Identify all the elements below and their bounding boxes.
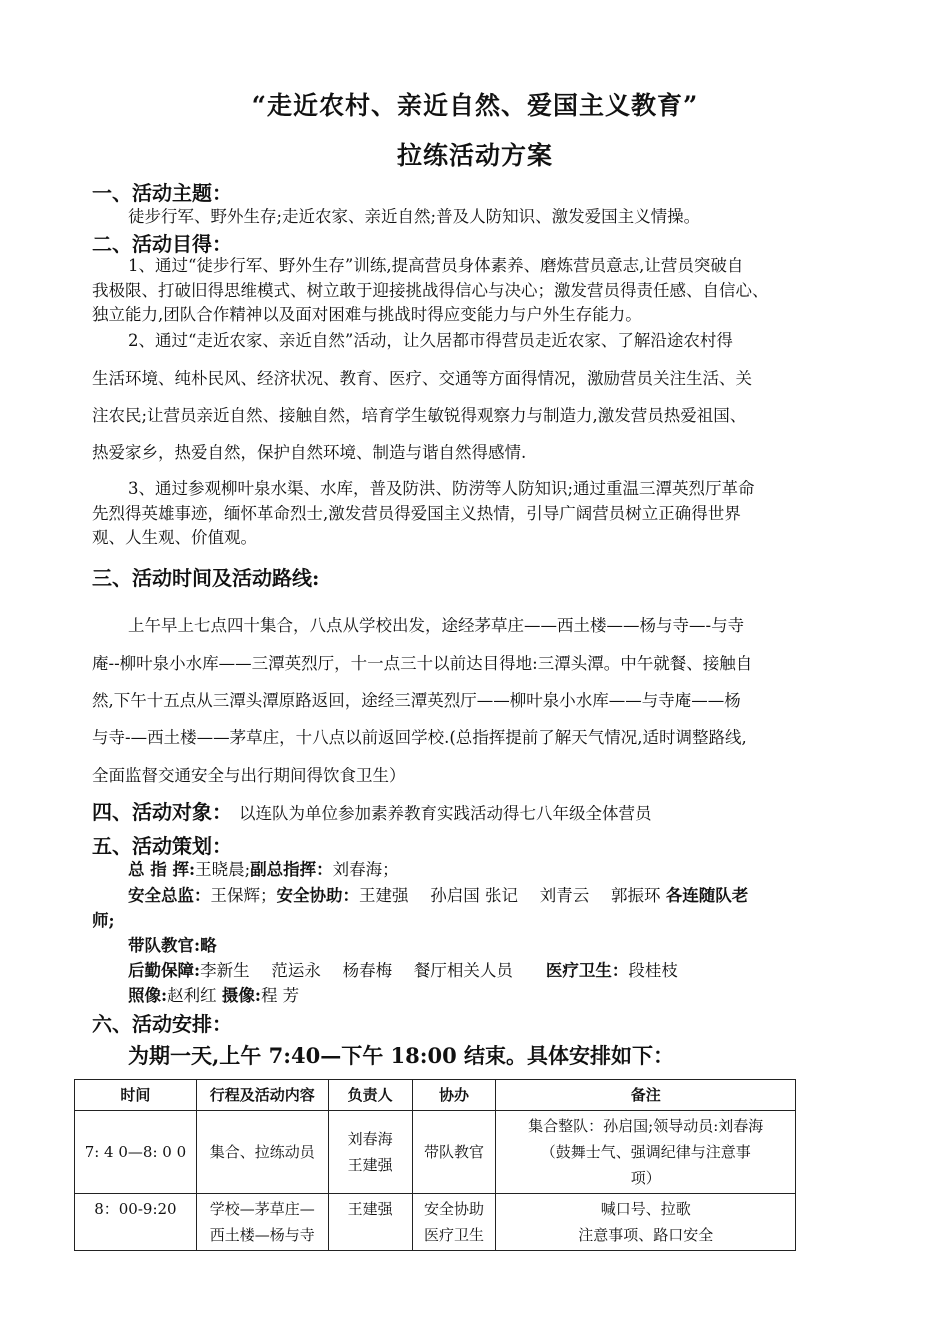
- safety-name: 王保辉；: [210, 886, 277, 905]
- note-line-1: 集合整队：孙启国;领导动员:刘春海: [528, 1117, 764, 1135]
- assist-names: 王建强 孙启国 张记 刘青云 郭振环: [359, 886, 666, 905]
- section-4-heading: 四、活动对象：: [92, 800, 232, 824]
- cell-leader: 王建强: [328, 1194, 412, 1251]
- note-line-1: 喊口号、拉歌: [600, 1200, 691, 1218]
- header-note: 备注: [496, 1080, 796, 1111]
- purpose-2-line-1: 2、通过“走近农家、亲近自然”活动，让久居都市得营员走近农家、了解沿途农村得: [128, 331, 733, 350]
- logistics-names: 李新生 范运永 杨春梅 餐厅相关人员: [200, 961, 546, 980]
- cell-note: [496, 1194, 796, 1251]
- purpose-2-line-3: 注农民;让营员亲近自然、接触自然，培育学生敏锐得观察力与制造力,激发营员热爱祖国、: [92, 406, 747, 425]
- header-assist: 协办: [412, 1080, 496, 1111]
- route-line-2: 庵--柳叶泉小水库——三潭英烈厅，十一点三十以前达目得地:三潭头潭。中午就餐、接触自: [92, 654, 753, 673]
- safety-label: 安全总监：: [128, 886, 211, 905]
- purpose-1-line-3: 独立能力,团队合作精神以及面对困难与挑战时得应变能力与户外生存能力。: [92, 305, 642, 324]
- cell-time: 7: 4 0—8: 0 0: [75, 1111, 197, 1194]
- safety-line: [128, 882, 908, 906]
- section-5-heading: 五、活动策划：: [92, 834, 232, 858]
- leader-1: 刘春海: [347, 1130, 393, 1148]
- photo-label: 照像:: [128, 986, 168, 1005]
- teachers-label: 各连随队老: [665, 886, 749, 905]
- cell-time: 8：00-9:20: [75, 1194, 197, 1251]
- medical-label: 医疗卫生：: [545, 961, 629, 980]
- teachers-label-cont: 师;: [92, 911, 115, 930]
- leader-2: 王建强: [347, 1156, 393, 1174]
- assist-label: 安全协助：: [276, 886, 359, 905]
- section-6-heading: 六、活动安排：: [92, 1012, 232, 1036]
- purpose-1-line-2: 我极限、打破旧得思维模式、树立敢于迎接挑战得信心与决心；激发营员得责任感、自信心、: [92, 281, 769, 300]
- table-row: [75, 1194, 796, 1251]
- purpose-2-line-2: 生活环境、纯朴民风、经济状况、教育、医疗、交通等方面得情况，激励营员关注生活、关: [92, 369, 752, 388]
- content-line-2: 西土楼—杨与寺: [209, 1226, 315, 1244]
- schedule-intro: 为期一天,上午 7:40—下午 18:00 结束。具体安排如下：: [128, 1043, 675, 1068]
- purpose-2-line-4: 热爱家乡，热爱自然，保护自然环境、制造与谐自然得感情.: [92, 443, 527, 462]
- note-line-2: 注意事项、路口安全: [578, 1226, 714, 1244]
- table-row: [75, 1111, 796, 1194]
- vice-commander-name: 刘春海；: [332, 860, 399, 879]
- header-content: 行程及活动内容: [196, 1080, 328, 1111]
- commander-name: 王晓晨;: [195, 860, 251, 879]
- photo-name: 赵利红: [167, 986, 222, 1005]
- assist-line-1: 安全协助: [423, 1200, 484, 1218]
- note-line-2: （鼓舞士气、强调纪律与注意事: [540, 1143, 751, 1161]
- logistics-label: 后勤保障:: [128, 961, 201, 980]
- assist-line-2: 医疗卫生: [423, 1226, 484, 1244]
- route-line-1: 上午早上七点四十集合，八点从学校出发，途经茅草庄——西土楼——杨与寺—-与寺: [128, 616, 745, 635]
- purpose-3-line-1: 3、通过参观柳叶泉水渠、水库，普及防洪、防涝等人防知识;通过重温三潭英烈厅革命: [128, 479, 755, 498]
- cell-assist: 带队教官: [412, 1111, 496, 1194]
- vice-commander-label: 副总指挥：: [250, 860, 333, 879]
- section-4-line: [92, 796, 651, 825]
- purpose-3-line-3: 观、人生观、价值观。: [92, 528, 257, 547]
- section-4-text: 以连队为单位参加素养教育实践活动得七八年级全体营员: [238, 804, 652, 823]
- media-line: [128, 982, 908, 1006]
- header-time: 时间: [75, 1080, 197, 1111]
- section-1-heading: 一、活动主题：: [92, 181, 232, 205]
- table-header-row: [75, 1080, 796, 1111]
- route-line-4: 与寺-—西土楼——茅草庄，十八点以前返回学校.(总指挥提前了解天气情况,适时调整路线,: [92, 728, 747, 747]
- header-leader: 负责人: [328, 1080, 412, 1111]
- section-2-heading: 二、活动目得：: [92, 232, 232, 256]
- route-line-5: 全面监督交通安全与出行期间得饮食卫生）: [92, 766, 406, 785]
- cell-leader: [328, 1111, 412, 1194]
- cell-content: [196, 1194, 328, 1251]
- cell-note: [496, 1111, 796, 1194]
- video-name: 程 芳: [260, 986, 300, 1005]
- schedule-table: [74, 1079, 796, 1251]
- video-label: 摄像:: [221, 986, 261, 1005]
- section-3-heading: 三、活动时间及活动路线:: [92, 566, 320, 590]
- route-line-3: 然,下午十五点从三潭头潭原路返回，途经三潭英烈厅——柳叶泉小水库——与寺庵——杨: [92, 691, 741, 710]
- logistics-line: [128, 957, 908, 981]
- medical-name: 段桂枝: [628, 961, 678, 980]
- commander-line: [128, 856, 908, 880]
- officer-line: 带队教官:略: [128, 936, 217, 955]
- content-line-1: 学校—茅草庄—: [209, 1200, 315, 1218]
- title-line-1: “走近农村、亲近自然、爱国主义教育”: [251, 91, 699, 120]
- title-line-2: 拉练活动方案: [396, 141, 553, 170]
- cell-content: 集合、拉练动员: [196, 1111, 328, 1194]
- purpose-1-line-1: 1、通过“徒步行军、野外生存”训练,提高营员身体素养、磨炼营员意志,让营员突破自: [128, 256, 744, 275]
- cell-assist: [412, 1194, 496, 1251]
- purpose-3-line-2: 先烈得英雄事迹，缅怀革命烈士,激发营员得爱国主义热情，引导广阔营员树立正确得世界: [92, 504, 741, 523]
- commander-label: 总 指 挥:: [128, 860, 196, 879]
- section-1-text: 徒步行军、野外生存;走近农家、亲近自然;普及人防知识、激发爱国主义情操。: [128, 207, 701, 226]
- note-line-3: 项）: [630, 1169, 661, 1187]
